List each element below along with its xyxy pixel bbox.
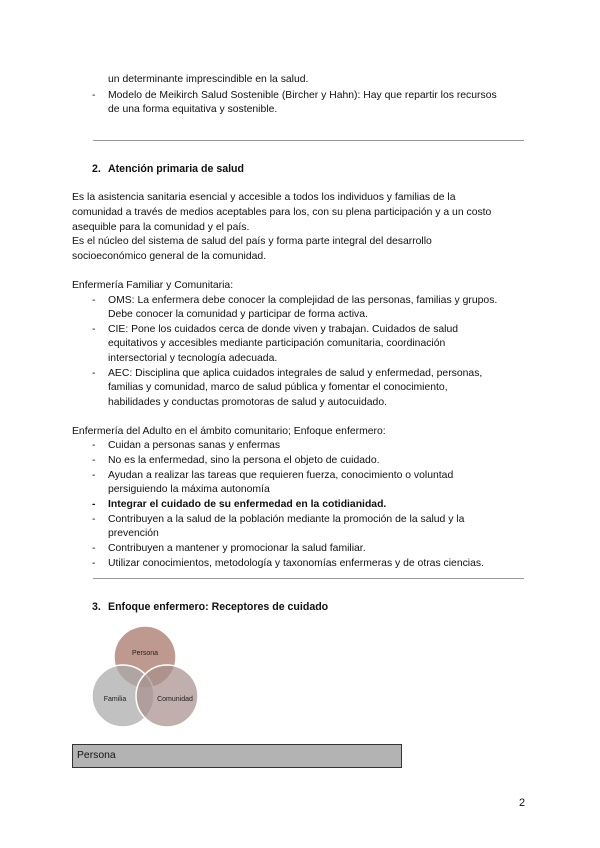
efyc-cie-line2: equitativos y accesibles mediante participación comunitaria, coordinación bbox=[108, 338, 446, 349]
adulto-item-3-line2: persiguiendo la máxima autonomía bbox=[108, 484, 270, 495]
bullet-continuation: un determinante imprescindible en la salud. bbox=[108, 74, 309, 85]
adulto-item-7: Utilizar conocimientos, metodología y taxonomías enfermeras y de otras ciencias. bbox=[108, 558, 484, 569]
page-number: 2 bbox=[519, 797, 526, 809]
adulto-item-2: No es la enfermedad, sino la persona el objeto de cuidado. bbox=[108, 455, 380, 466]
adulto-item-6: Contribuyen a mantener y promocionar la salud familiar. bbox=[108, 543, 366, 554]
section2-number: 2. bbox=[92, 163, 101, 175]
efyc-oms-line1: OMS: La enfermera debe conocer la complejidad de las personas, familias y grupos. bbox=[108, 295, 498, 306]
bullet-dash: - bbox=[92, 455, 96, 466]
adulto-item-4: Integrar el cuidado de su enfermedad en la cotidianidad. bbox=[108, 499, 387, 510]
bullet-dash: - bbox=[92, 295, 96, 306]
persona-box-label: Persona bbox=[77, 750, 116, 761]
bullet-meikirch-line1: Modelo de Meikirch Salud Sostenible (Bircher y Hahn): Hay que repartir los recursos bbox=[108, 90, 497, 101]
efyc-aec-line3: habilidades y conductas promotoras de salud y autocuidado. bbox=[108, 397, 387, 408]
efyc-cie-line1: CIE: Pone los cuidados cerca de donde viven y trabajan. Cuidados de salud bbox=[108, 324, 459, 335]
efyc-aec-line2: familias y comunidad, marco de salud pública y fomentar el conocimiento, bbox=[108, 382, 448, 393]
bullet-dash: - bbox=[92, 324, 96, 335]
efyc-cie-line3: intersectorial y tecnología adecuada. bbox=[108, 353, 278, 364]
para1-line3: asequible para la comunidad y el país. bbox=[72, 222, 250, 233]
adulto-title: Enfermería del Adulto en el ámbito comunitario; Enfoque enfermero: bbox=[72, 426, 386, 437]
para2-line2: socioeconómico general de la comunidad. bbox=[72, 251, 267, 262]
bullet-dash: - bbox=[92, 514, 96, 525]
para1-line1: Es la asistencia sanitaria esencial y accesible a todos los individuos y familias de la bbox=[72, 192, 456, 203]
para2-line1: Es el núcleo del sistema de salud del país y forma parte integral del desarrollo bbox=[72, 236, 432, 247]
venn-label-comunidad: Comunidad bbox=[157, 696, 193, 703]
adulto-item-5-line2: prevención bbox=[108, 528, 159, 539]
bullet-dash: - bbox=[92, 558, 96, 569]
venn-label-persona: Persona bbox=[131, 650, 159, 657]
adulto-item-3-line1: Ayudan a realizar las tareas que requieren fuerza, conocimiento o voluntad bbox=[108, 470, 454, 481]
section3-title: Enfoque enfermero: Receptores de cuidado bbox=[108, 601, 329, 613]
efyc-title: Enfermería Familiar y Comunitaria: bbox=[72, 280, 234, 291]
venn-diagram bbox=[85, 622, 215, 734]
efyc-aec-line1: AEC: Disciplina que aplica cuidados integrales de salud y enfermedad, personas, bbox=[108, 368, 483, 379]
bullet-dash: - bbox=[92, 543, 96, 554]
persona-box bbox=[72, 744, 402, 768]
bullet-dash: - bbox=[92, 440, 96, 451]
bullet-dash: - bbox=[92, 90, 96, 101]
bullet-meikirch-line2: de una forma equitativa y sostenible. bbox=[108, 104, 278, 115]
divider bbox=[93, 578, 524, 579]
adulto-item-5-line1: Contribuyen a la salud de la población mediante la promoción de la salud y la bbox=[108, 514, 465, 525]
section3-number: 3. bbox=[92, 601, 101, 613]
section2-title: Atención primaria de salud bbox=[108, 163, 244, 175]
adulto-item-1: Cuidan a personas sanas y enfermas bbox=[108, 440, 281, 451]
bullet-dash: - bbox=[92, 499, 96, 510]
efyc-oms-line2: Debe conocer la comunidad y participar de forma activa. bbox=[108, 309, 368, 320]
bullet-dash: - bbox=[92, 368, 96, 379]
bullet-dash: - bbox=[92, 470, 96, 481]
venn-label-familia: Familia bbox=[103, 696, 127, 703]
divider bbox=[93, 140, 524, 141]
para1-line2: comunidad a través de medios aceptables para los, con su plena participación y a un costo bbox=[72, 207, 492, 218]
